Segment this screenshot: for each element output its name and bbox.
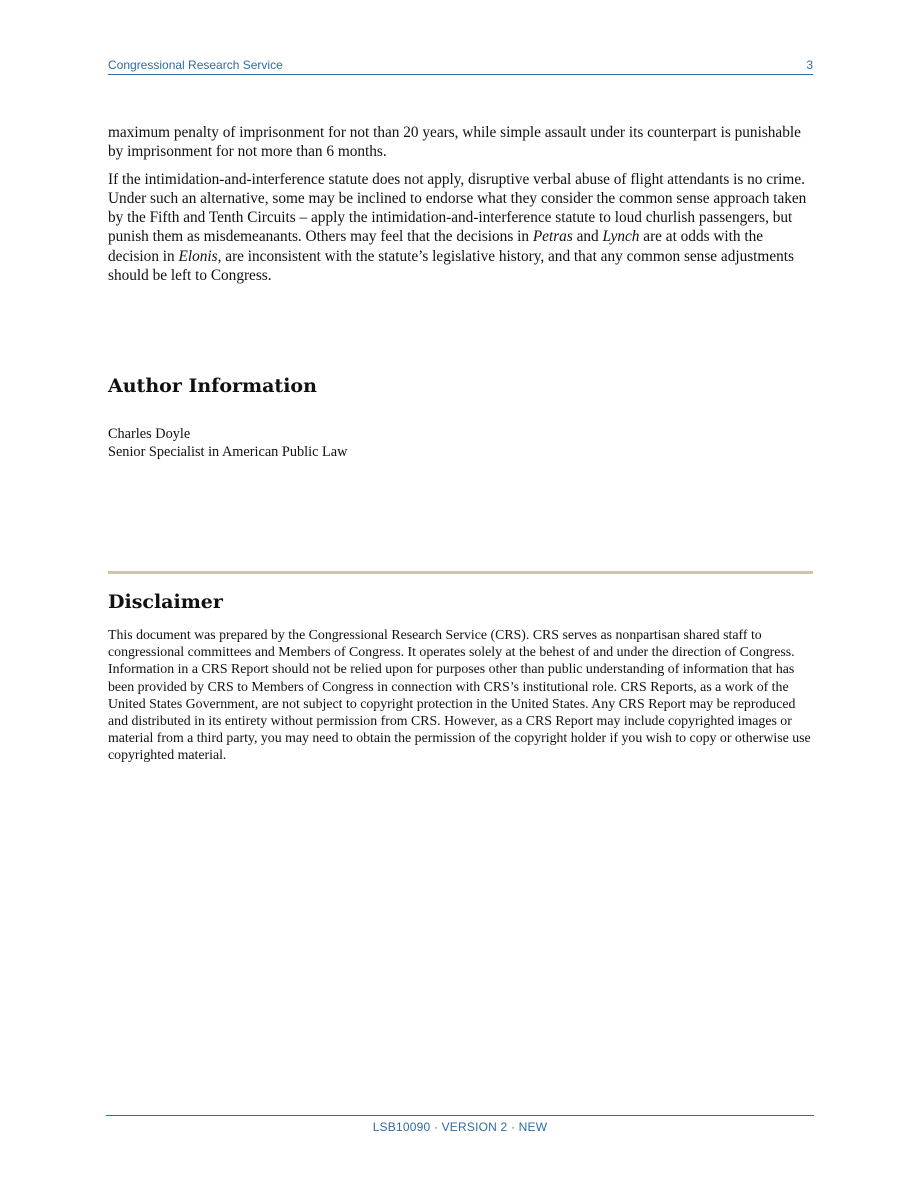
paragraph-2-text-d: , are inconsistent with the statute’s legislative history, and that any common sense adjustments should be left to Congress. bbox=[108, 247, 794, 285]
case-name-lynch: Lynch bbox=[602, 228, 640, 246]
paragraph-2-text-b: and bbox=[572, 228, 603, 246]
page-header bbox=[108, 58, 813, 75]
case-name-petras: Petras bbox=[532, 228, 573, 246]
page-footer: LSB10090 · VERSION 2 · NEW bbox=[372, 1120, 548, 1134]
author-information-heading: Author Information bbox=[108, 375, 317, 397]
section-divider bbox=[108, 571, 813, 574]
disclaimer-heading: Disclaimer bbox=[108, 591, 223, 613]
page-number: 3 bbox=[806, 58, 813, 72]
paragraph-2 bbox=[108, 170, 813, 286]
paragraph-1: maximum penalty of imprisonment for not than 20 years, while simple assault under its counterpart is punishable by imprisonment for not more than 6 months. bbox=[108, 124, 801, 161]
footer-divider bbox=[106, 1115, 814, 1116]
case-name-elonis: Elonis bbox=[178, 247, 218, 265]
author-name: Charles Doyle bbox=[108, 426, 191, 442]
paragraph-2-text-a: If the intimidation-and-interference statute does not apply, disruptive verbal abuse of flight attendants is no crime. Under such an alternative, some may be inclined to endorse what they consider the common sense approach taken by the Fifth and Tenth Circuits – apply the intimidation-and-interference statute to loud churlish passengers, but punish them as misdemeanants. Others may feel that the decisions in bbox=[108, 170, 807, 246]
header-org-name: Congressional Research Service bbox=[108, 58, 283, 72]
author-block bbox=[108, 426, 347, 461]
body-text bbox=[108, 123, 813, 293]
paragraph-2-text-c: are at odds with the decision in bbox=[108, 228, 764, 265]
author-title: Senior Specialist in American Public Law bbox=[108, 443, 348, 460]
disclaimer-text: This document was prepared by the Congressional Research Service (CRS). CRS serves as nonpartisan shared staff to congressional committees and Members of Congress. It operates solely at the behest of and under the direction of Congress. Information in a CRS Report should not be relied upon for purposes other than public understanding of information that has been provided by CRS to Members of Congress in connection with CRS’s institutional role. CRS Reports, as a work of the United States Government, are not subject to copyright protection in the United States. Any CRS Report may be reproduced and distributed in its entirety without permission from CRS. However, as a CRS Report may include copyrighted images or material from a third party, you may need to obtain the permission of the copyright holder if you wish to copy or otherwise use copyrighted material. bbox=[108, 627, 811, 763]
